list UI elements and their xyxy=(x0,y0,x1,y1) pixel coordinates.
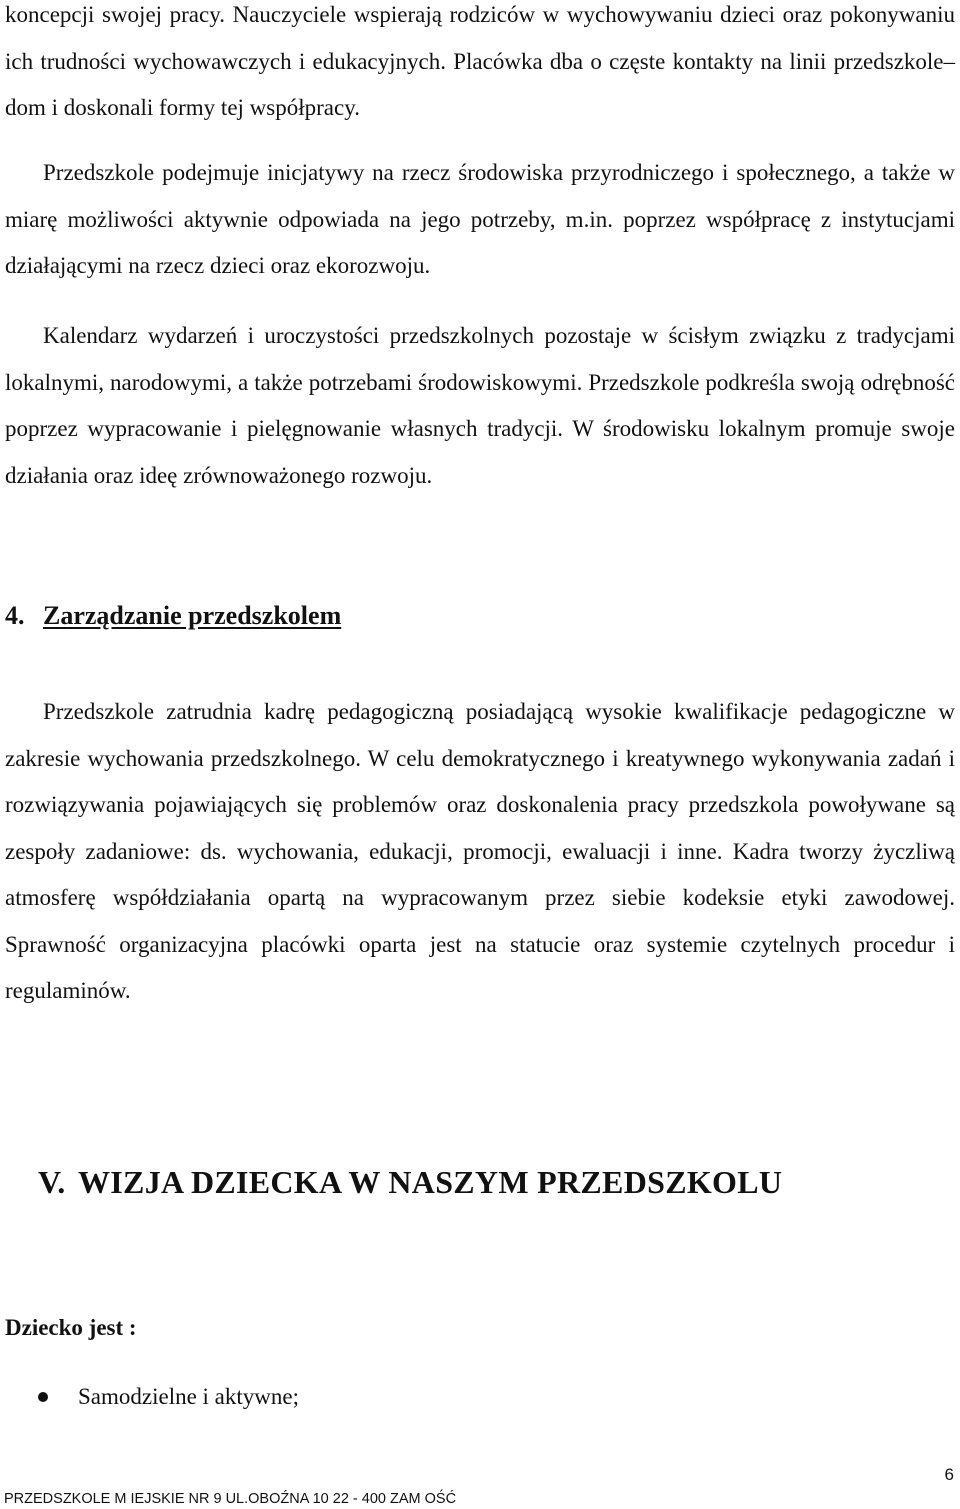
paragraph-initiatives: Przedszkole podejmuje inicjatywy na rzecz środowiska przyrodniczego i społecznego, a także w miarę możliwości aktywnie odpowiada na jego potrzeby, m.in. poprzez współpracę z instytucjami działającymi na rzecz dzieci oraz ekorozwoju. xyxy=(5,160,955,278)
page-number: 6 xyxy=(944,1465,954,1484)
section-title: Zarządzanie przedszkolem xyxy=(43,601,342,630)
section-heading-management xyxy=(5,593,341,639)
paragraph-calendar: Kalendarz wydarzeń i uroczystości przedszkolnych pozostaje w ścisłym związku z tradycjami lokalnymi, narodowymi, a także potrzebami środowiskowymi. Przedszkole podkreśla swoją odrębność poprzez wypracowanie i pielęgnowanie własnych tradycji. W środowisku lokalnym promuje swoje działania oraz ideę zrównoważonego rozwoju. xyxy=(5,323,955,488)
list-item xyxy=(0,1374,299,1420)
chapter-heading-child-vision xyxy=(38,1157,782,1207)
section-number: 4. xyxy=(5,601,25,630)
page-footer: PRZEDSZKOLE M IEJSKIE NR 9 UL.OBOŹNA 10 22 - 400 ZAM OŚĆ xyxy=(4,1491,457,1507)
paragraph-continuation: koncepcji swojej pracy. Nauczyciele wspierają rodziców w wychowywaniu dzieci oraz pokonywaniu ich trudności wychowawczych i edukacyjnych. Placówka dba o częste kontakty na linii przedszkole– dom i doskonali formy tej współpracy. xyxy=(5,2,955,120)
chapter-title: WIZJA DZIECKA W NASZYM PRZEDSZKOLU xyxy=(78,1164,783,1200)
child-heading: Dziecko jest : xyxy=(5,1315,137,1340)
paragraph-management: Przedszkole zatrudnia kadrę pedagogiczną posiadającą wysokie kwalifikacje pedagogiczne w zakresie wychowania przedszkolnego. W celu demokratycznego i kreatywnego wykonywania zadań i rozwiązywania pojawiających się problemów oraz doskonalenia pracy przedszkola powoływane są zespoły zadaniowe: ds. wychowania, edukacji, promocji, ewaluacji i inne. Kadra tworzy życzliwą atmosferę współdziałania opartą na wypracowanym przez siebie kodeksie etyki zawodowej. Sprawność organizacyjna placówki oparta jest na statucie oraz systemie czytelnych procedur i regulaminów. xyxy=(5,699,955,1003)
list-item-text: Samodzielne i aktywne; xyxy=(78,1384,299,1409)
child-traits-list xyxy=(0,1374,299,1420)
bullet-icon xyxy=(38,1392,48,1402)
chapter-number: V. xyxy=(38,1164,66,1200)
